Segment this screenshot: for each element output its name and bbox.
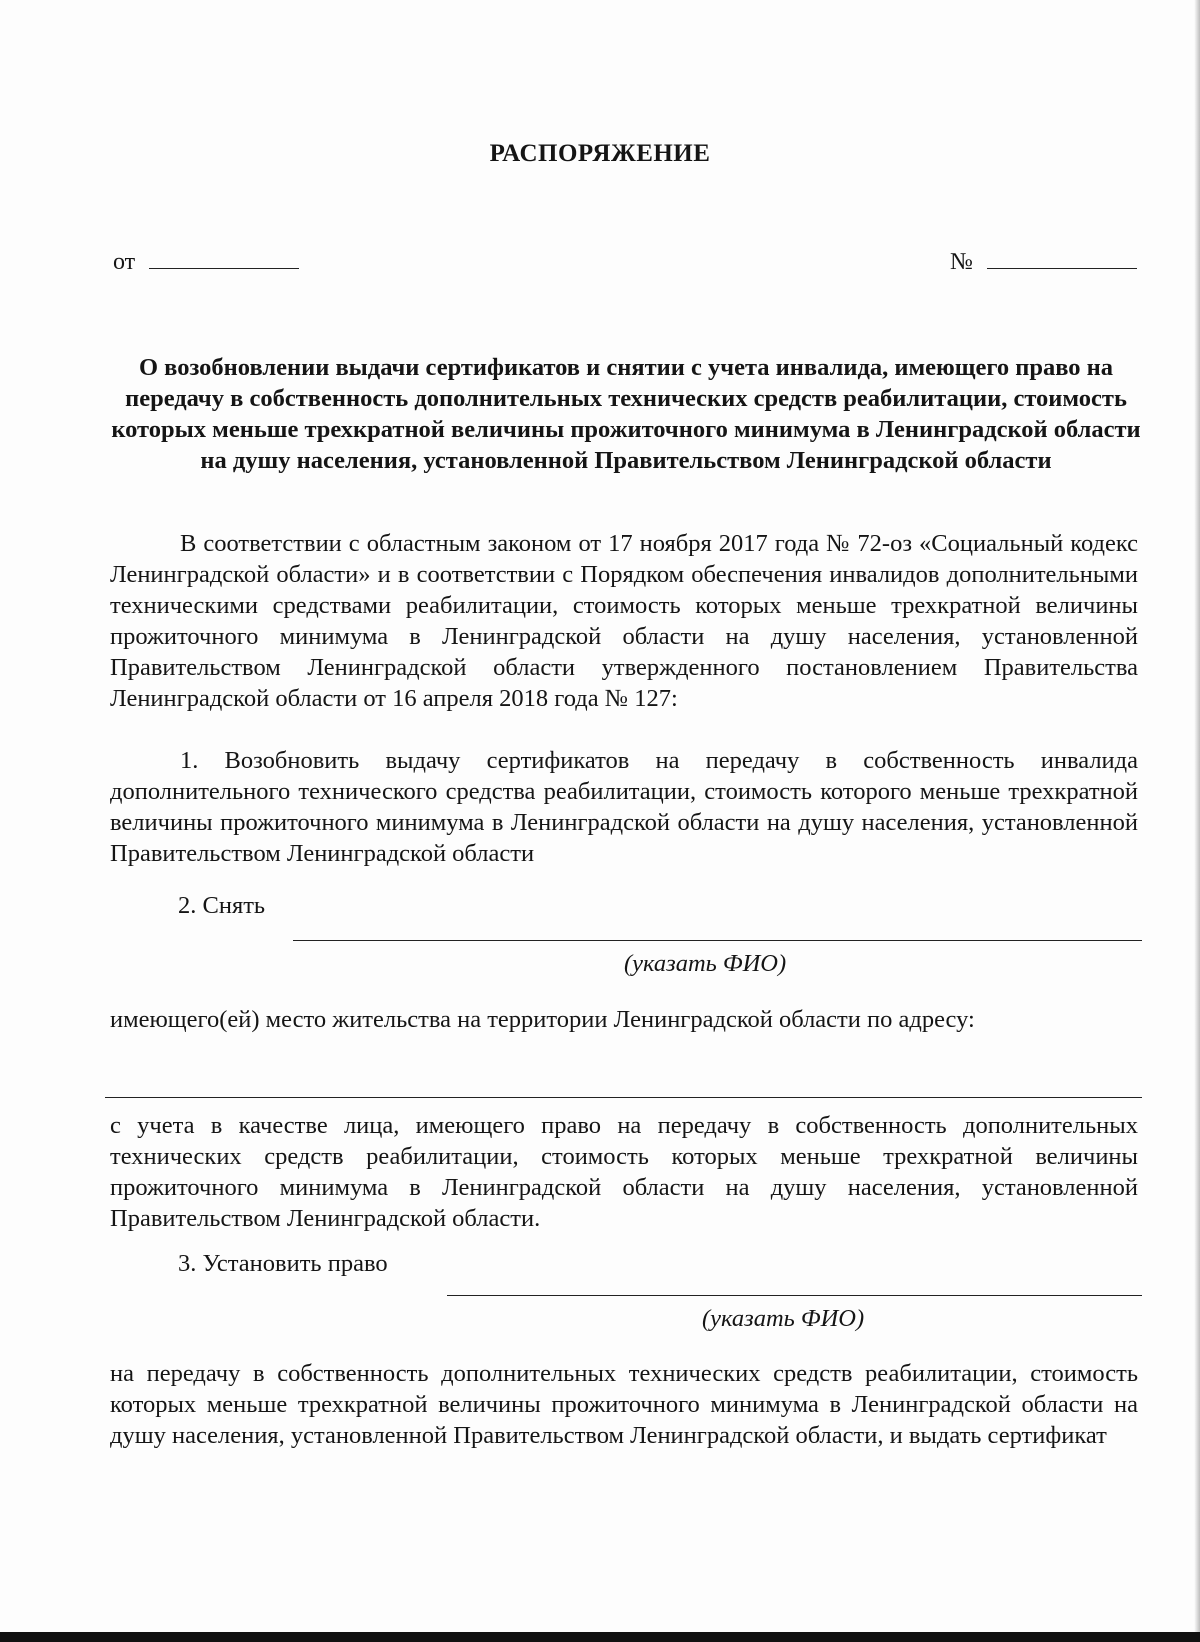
scan-edge (1194, 0, 1200, 1642)
item-1-paragraph: 1. Возобновить выдачу сертификатов на передачу в собственность инвалида дополнительного технического средства реабилитации, стоимость которого меньше трехкратной величины прожиточного минимума в Ленинградской области на душу населения, установленной Правительством Ленинградской области (110, 747, 1138, 867)
date-blank (149, 246, 299, 269)
date-prefix: от (113, 249, 136, 275)
number-field (950, 246, 1137, 276)
document-title: РАСПОРЯЖЕНИЕ (489, 140, 711, 167)
date-field (113, 246, 299, 276)
item-2-name-hint: (указать ФИО) (624, 950, 787, 977)
item-2-address-blank (105, 1097, 1142, 1098)
number-blank (987, 246, 1137, 269)
item-3-label: 3. Установить право (178, 1250, 388, 1277)
item-3-name-hint: (указать ФИО) (702, 1305, 865, 1332)
scan-bottom-edge (0, 1632, 1200, 1642)
item-2-address-label: имеющего(ей) место жительства на территории Ленинградской области по адресу: (110, 1006, 975, 1033)
item-2-label: 2. Снять (178, 892, 266, 919)
item-2-paragraph: с учета в качестве лица, имеющего право на передачу в собственность дополнительных технических средств реабилитации, стоимость которых меньше трехкратной величины прожиточного минимума в Ленинградской области на душу населения, установленной Правительством Ленинградской области. (110, 1112, 1138, 1232)
number-prefix: № (950, 249, 973, 275)
preamble-paragraph: В соответствии с областным законом от 17 ноября 2017 года № 72-оз «Социальный кодекс Ленинградской области» и в соответствии с Порядком обеспечения инвалидов дополнительными техническими средствами реабилитации, стоимость которых меньше трехкратной величины прожиточного минимума в Ленинградской области на душу населения, установленной Правительством Ленинградской области утвержденного постановлением Правительства Ленинградской области от 16 апреля 2018 года № 127: (110, 530, 1138, 712)
item-3-paragraph: на передачу в собственность дополнительных технических средств реабилитации, стоимость которых меньше трехкратной величины прожиточного минимума в Ленинградской области на душу населения, установленной Правительством Ленинградской области, и выдать сертификат (110, 1360, 1138, 1449)
document-heading: О возобновлении выдачи сертификатов и снятии с учета инвалида, имеющего право на передачу в собственность дополнительных технических средств реабилитации, стоимость которых меньше трехкратной величины прожиточного минимума в Ленинградской области на душу населения, установленной Правительством Ленинградской области (111, 354, 1141, 474)
item-2-name-blank (293, 940, 1142, 941)
item-3-name-blank (447, 1295, 1142, 1296)
